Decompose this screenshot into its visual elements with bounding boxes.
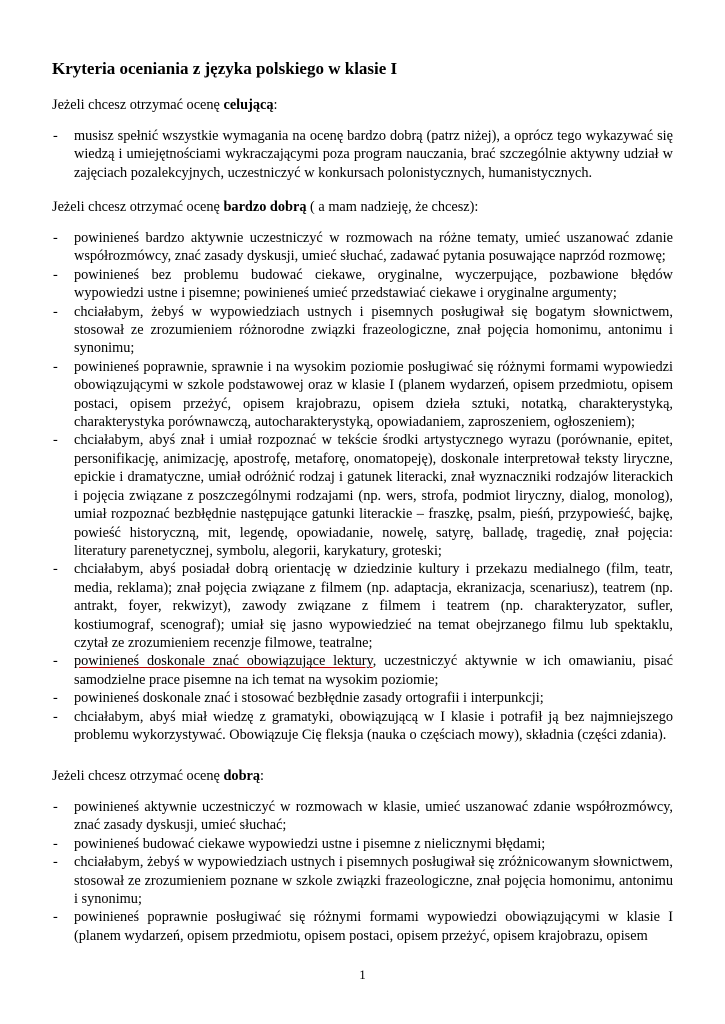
section-intro-bardzo-dobra bbox=[52, 198, 682, 216]
criteria-item: - powinieneś budować ciekawe wypowiedzi ustne i pisemne z nielicznymi błędami; bbox=[52, 835, 673, 853]
criteria-item: - chciałabym, abyś posiadał dobrą orientację w dziedzinie kultury i przekazu medialnego (film, teatr, media, reklama); znał pojęcia związane z filmem (np. adaptacja, ekranizacja, scenariusz), teatrem (np. antrakt, foyer, rekwizyt), zawody związane z filmem i teatrem (np. charakteryzator, sufler, kostiumograf, scenograf); umiał się jasno wypowiedzieć na temat obejrzanego filmu lub spektaklu, czytał ze zrozumieniem recenzje filmowe, teatralne; bbox=[52, 560, 673, 652]
document-title: Kryteria oceniania z języka polskiego w klasie I bbox=[52, 59, 398, 78]
underlined-phrase: powinieneś doskonale znać obowiązujące lektury bbox=[74, 653, 373, 670]
criteria-item: - powinieneś poprawnie posługiwać się różnymi formami wypowiedzi obowiązującymi w klasie I (planem wydarzeń, opisem przedmiotu, opisem postaci, opisem przeżyć, opisem krajobrazu, opisem bbox=[52, 908, 673, 945]
criteria-item: - powinieneś doskonale znać i stosować bezbłędnie zasady ortografii i interpunkcji; bbox=[52, 689, 673, 707]
criteria-item: - chciałabym, abyś znał i umiał rozpoznać w tekście środki artystycznego wyrazu (porównanie, epitet, personifikację, animizację, apostrofę, metaforę, onomatopeję), doskonale interpretował teksty liryczne, epickie i dramatyczne, umiał odróżnić rodzaj i gatunek literacki, znał wyznaczniki rodzajów literackich i pojęcia związane z poszczególnymi rodzajami (np. wers, strofa, podmiot liryczny, dialog, monolog), umiał rozpoznać bezbłędnie następujące gatunki literackie – fraszkę, psalm, pieśń, przypowieść, bajkę, powieść historyczną, mit, legendę, opowiadanie, nowelę, satyrę, balladę, tragedię, znał pojęcia: literatury parenetycznej, symbolu, alegorii, karykatury, groteski; bbox=[52, 431, 673, 560]
grade-name: celującą bbox=[223, 97, 274, 113]
page-number: 1 bbox=[359, 967, 366, 982]
criteria-item: - powinieneś aktywnie uczestniczyć w rozmowach w klasie, umieć uszanować zdanie współrozmówcy, znać zasady dyskusji, umieć słuchać; bbox=[52, 798, 673, 835]
section-intro-dobra bbox=[52, 767, 682, 785]
intro-prefix: Jeżeli chcesz otrzymać ocenę bbox=[52, 199, 224, 215]
criteria-item: - chciałabym, abyś miał wiedzę z gramatyki, obowiązującą w I klasie i potrafił ją bez najmniejszego problemu wykorzystywać. Obowiązuje Cię fleksja (nauka o częściach mowy), składnia (części zdania). bbox=[52, 708, 673, 745]
intro-prefix: Jeżeli chcesz otrzymać ocenę bbox=[52, 768, 224, 784]
criteria-list-celujaca bbox=[52, 127, 673, 182]
item-rest: , uczestniczyć aktywnie w ich omawianiu, pisać samodzielne prace pisemne na ich temat na wysokim poziomie; bbox=[74, 653, 673, 688]
intro-suffix: : bbox=[260, 768, 264, 784]
intro-prefix: Jeżeli chcesz otrzymać ocenę bbox=[52, 97, 224, 113]
intro-suffix: ( a mam nadzieję, że chcesz): bbox=[306, 199, 479, 215]
criteria-item: - powinieneś bardzo aktywnie uczestniczyć w rozmowach na różne tematy, umieć uszanować zdanie współrozmówcy, znać zasady dyskusji, umieć słuchać, zadawać pytania posuwające naprzód rozmowę; bbox=[52, 229, 673, 266]
grade-name: bardzo dobrą bbox=[223, 199, 307, 215]
criteria-list-bardzo-dobra bbox=[52, 229, 673, 744]
criteria-item: - powinieneś poprawnie, sprawnie i na wysokim poziomie posługiwać się różnymi formami wypowiedzi obowiązującymi w szkole podstawowej oraz w klasie I (planem wydarzeń, opisem przedmiotu, opisem postaci, opisem przeżyć, opisem krajobrazu, opisem dzieła sztuki, notatką, charakterystyką, charakterystyka porównawczą, autocharakterystyką, opowiadaniem, zaproszeniem, ogłoszeniem); bbox=[52, 358, 673, 432]
grade-name: dobrą bbox=[223, 768, 261, 784]
criteria-item: - musisz spełnić wszystkie wymagania na ocenę bardzo dobrą (patrz niżej), a oprócz tego wykazywać się wiedzą i umiejętnościami wykraczającymi poza program nauczania, brać szczególnie aktywny udział w zajęciach pozalekcyjnych, uczestniczyć w konkursach polonistycznych, humanistycznych. bbox=[52, 127, 673, 182]
criteria-list-dobra bbox=[52, 798, 673, 945]
criteria-item: - powinieneś bez problemu budować ciekawe, oryginalne, wyczerpujące, pozbawione błędów wypowiedzi ustne i pisemne; powinieneś umieć przedstawiać ciekawe i oryginalne argumenty; bbox=[52, 266, 673, 303]
criteria-item: - chciałabym, żebyś w wypowiedziach ustnych i pisemnych posługiwał się bogatym słownictwem, stosował ze zrozumieniem różnorodne związki frazeologiczne, znał pojęcia homonimu, antonimu i synonimu; bbox=[52, 303, 673, 358]
criteria-item: - chciałabym, żebyś w wypowiedziach ustnych i pisemnych posługiwał się zróżnicowanym słownictwem, stosował ze zrozumieniem poznane w szkole związki frazeologiczne, znał pojęcia homonimu, antonimu i synonimu; bbox=[52, 853, 673, 908]
criteria-item bbox=[52, 652, 673, 689]
section-intro-celujaca bbox=[52, 96, 682, 114]
intro-suffix: : bbox=[273, 97, 278, 113]
